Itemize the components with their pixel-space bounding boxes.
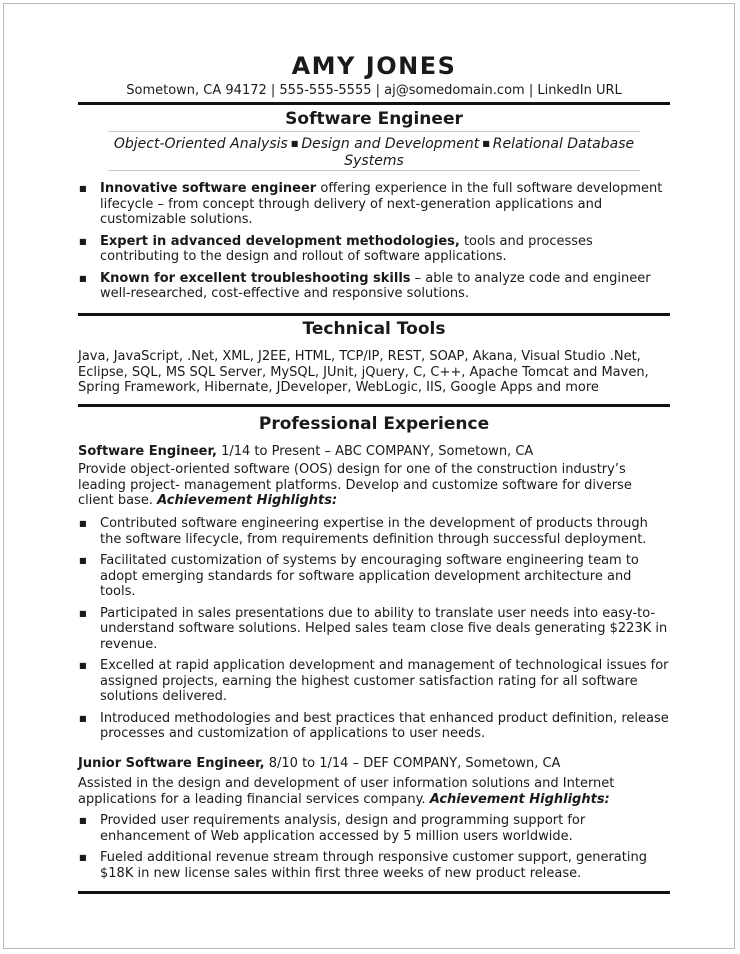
divider-thin-lower (108, 170, 640, 171)
list-item (78, 850, 670, 881)
list-item (78, 271, 670, 302)
section-title-tools: Technical Tools (302, 319, 446, 339)
skill-item: Object-Oriented Analysis (113, 136, 288, 152)
achievement-label: Achievement Highlights: (429, 791, 610, 807)
resume-page (3, 3, 735, 949)
square-bullet-icon: ■ (79, 519, 87, 528)
square-bullet-icon: ■ (79, 556, 87, 565)
divider-experience (78, 404, 670, 407)
list-item (78, 553, 670, 600)
summary-bold: Known for excellent troubleshooting skills (100, 270, 411, 286)
job-role: Junior Software Engineer, (78, 756, 265, 771)
list-item (78, 234, 670, 265)
divider-top (78, 102, 670, 105)
achievement-text: Excelled at rapid application development and management of technological issues for assigned projects, earning the highest customer satisfaction rating for all software solutions delivered. (100, 658, 669, 704)
job-meta: 8/10 to 1/14 – DEF COMPANY, Sometown, CA (264, 756, 561, 771)
summary-text: offering experience in the full software development lifecycle – from concept through delivery of next-generation applications and customizable solutions. (100, 181, 663, 227)
list-item (78, 181, 670, 228)
achievement-label: Achievement Highlights: (157, 493, 338, 508)
achievement-text: Participated in sales presentations due to ability to translate user needs into easy-to-understand software solutions. Helped sales team close five deals generating $223K in revenue. (100, 605, 668, 652)
square-bullet-icon: ■ (482, 139, 490, 148)
skill-item: Design and Development (301, 136, 480, 152)
job-description (78, 776, 670, 807)
square-bullet-icon: ■ (79, 184, 87, 193)
achievement-text: Fueled additional revenue stream through responsive customer support, generating $18K in new license sales within first three weeks of new product release. (100, 850, 647, 881)
square-bullet-icon: ■ (79, 273, 87, 283)
summary-text: – able to analyze code and engineer well-researched, cost-effective and responsive solutions. (100, 270, 651, 301)
list-item (78, 606, 670, 653)
summary-list (78, 181, 670, 302)
candidate-name: AMY JONES (291, 52, 457, 80)
job-description (78, 462, 670, 509)
square-bullet-icon: ■ (79, 236, 87, 246)
job-heading (78, 444, 670, 460)
summary-bold: Innovative software engineer (100, 181, 317, 196)
square-bullet-icon: ■ (290, 139, 299, 148)
core-skills (98, 135, 650, 170)
contact-line: Sometown, CA 94172 | 555-555-5555 | aj@somedomain.com | LinkedIn URL (126, 83, 622, 98)
job-meta: 1/14 to Present – ABC COMPANY, Sometown, CA (216, 444, 534, 459)
tools-list: Java, JavaScript, .Net, XML, J2EE, HTML, TCP/IP, REST, SOAP, Akana, Visual Studio .Net, Eclipse, SQL, MS SQL Server, MySQL, JUnit, jQuery, C, C++, Apache Tomcat and Maven, Spring Framework, Hibernate, JDeveloper, WebLogic, IIS, Google Apps and more (78, 349, 649, 395)
divider-tools (78, 313, 670, 316)
square-bullet-icon: ■ (79, 853, 87, 862)
achievement-text: Introduced methodologies and best practices that enhanced product definition, release processes and customization of applications to user needs. (100, 710, 669, 741)
headline-title: Software Engineer (285, 109, 463, 129)
square-bullet-icon: ■ (79, 661, 87, 670)
list-item (78, 658, 670, 705)
list-item (78, 711, 670, 742)
skill-item: Relational Database Systems (344, 136, 635, 169)
square-bullet-icon: ■ (79, 608, 87, 618)
job-achievements (78, 516, 670, 742)
achievement-text: Provided user requirements analysis, design and programming support for enhancement of Web application accessed by 5 million users worldwide. (100, 813, 586, 844)
achievement-text: Facilitated customization of systems by encouraging software engineering team to adopt emerging standards for software application development architecture and tools. (100, 553, 639, 599)
summary-bold: Expert in advanced development methodologies, (100, 233, 460, 249)
job-description-text: Provide object-oriented software (OOS) design for one of the construction industry’s leading project- management platforms. Develop and customize software for diverse client base. (78, 462, 632, 508)
job-achievements (78, 813, 670, 881)
square-bullet-icon: ■ (79, 713, 87, 723)
section-title-experience: Professional Experience (258, 414, 490, 434)
job-description-text: Assisted in the design and development of user information solutions and Internet applications for a leading financial services company. (78, 776, 615, 807)
list-item (78, 813, 670, 844)
list-item (78, 516, 670, 547)
job-role: Software Engineer, (78, 444, 217, 459)
achievement-text: Contributed software engineering expertise in the development of products through the software lifecycle, from requirements definition through successful deployment. (100, 516, 648, 547)
job-heading (78, 756, 670, 772)
summary-text: tools and processes contributing to the design and rollout of software applications. (100, 233, 593, 264)
square-bullet-icon: ■ (79, 816, 87, 825)
divider-thin-upper (108, 131, 640, 132)
divider-bottom (78, 891, 670, 894)
